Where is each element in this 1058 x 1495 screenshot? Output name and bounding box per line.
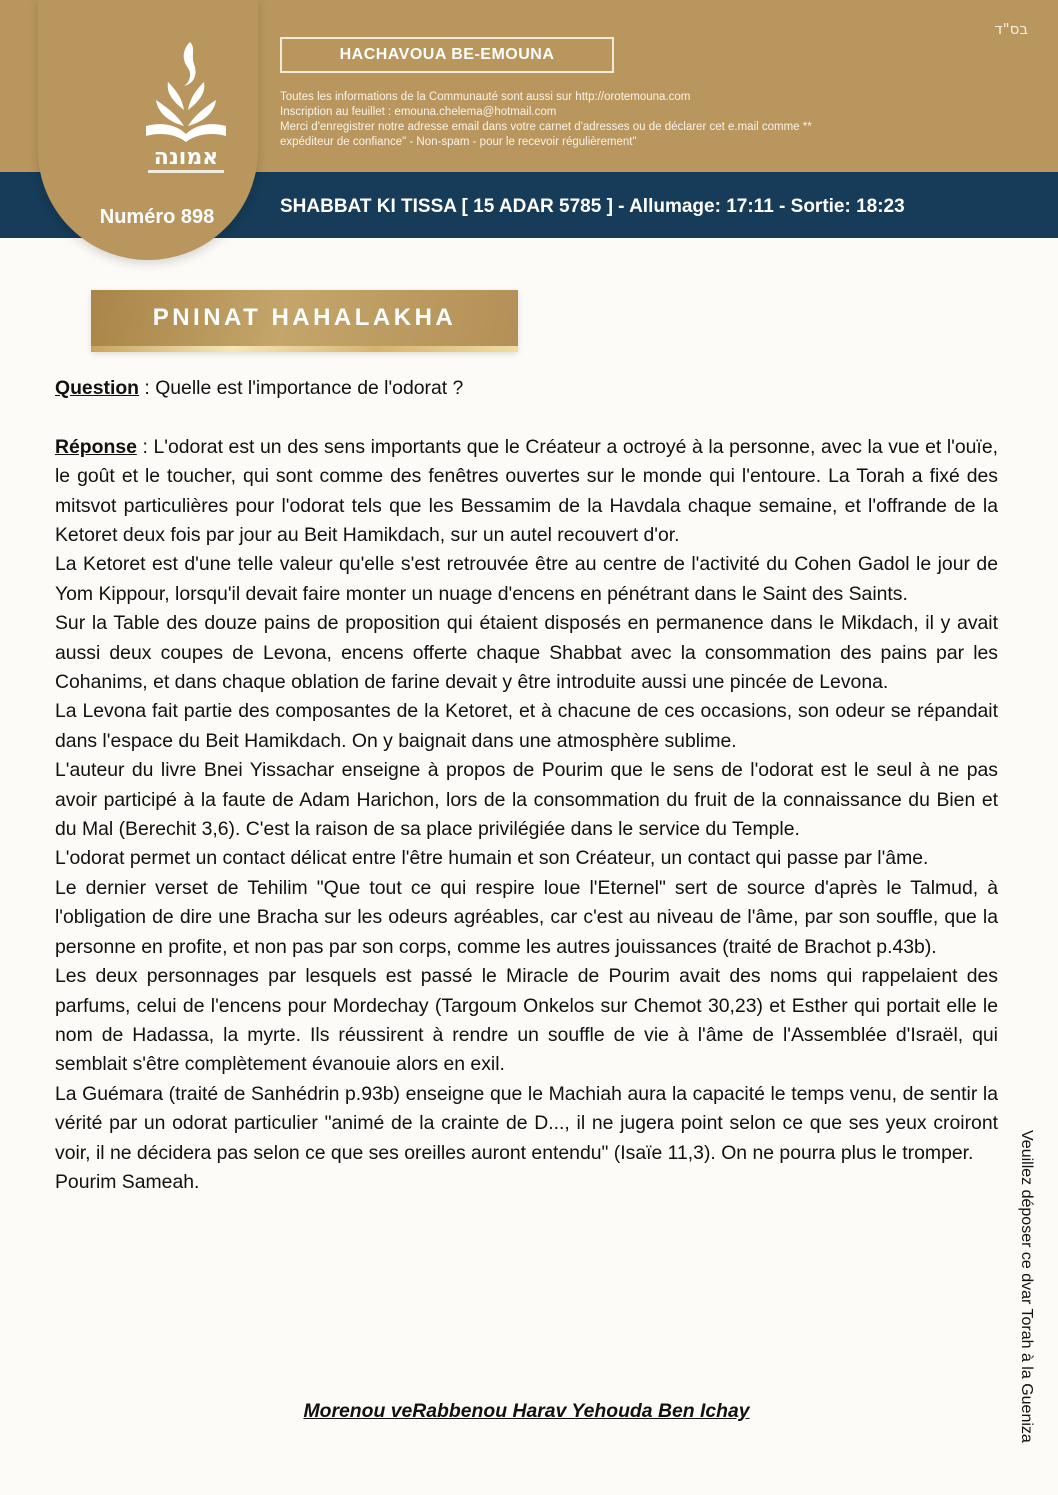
- answer-text: : L'odorat est un des sens importants que le Créateur a octroyé à la personne, avec la vue et l'ouïe, le goût et le toucher, qui sont comme des fenêtres ouvertes sur le monde qui l'entoure. La Torah a fixé des mitsvot particulières pour l'odorat tels que les Bessamim de la Havdala chaque semaine, et l'offrande de la Ketoret deux fois par jour au Beit Hamikdach, sur un autel recouvert d'or.: [55, 435, 998, 547]
- guenizah-note: [1015, 1130, 1041, 1480]
- answer-label: Réponse: [55, 435, 137, 458]
- community-info: [280, 90, 980, 150]
- article-paragraph: Le dernier verset de Tehilim "Que tout ce qui respire loue l'Eternel" sert de source d'après le Talmud, à l'obligation de dire une Bracha sur les odeurs agréables, car c'est au niveau de l'âme, par son souffle, que la personne en profite, et non pas par son corps, comme les autres jouissances (traité de Brachot p.43b).: [55, 876, 998, 958]
- question-paragraph: [55, 374, 998, 403]
- emouna-logo-icon: [138, 38, 234, 178]
- section-title: PNINAT HAHALAKHA: [152, 304, 457, 331]
- logo-text: אמונה: [153, 145, 219, 170]
- issue-number: Numéro 898: [99, 206, 215, 228]
- article-paragraph: Les deux personnages par lesquels est passé le Miracle de Pourim avait des noms qui rappelaient des parfums, celui de l'encens pour Mordechay (Targoum Onkelos sur Chemot 30,23) et Esther qui portait elle le nom de Hadassa, la myrte. Ils réussirent à rendre un souffle de vie à l'âme de l'Assemblée d'Israël, qui semblait s'être complètement évanouie alors en exil.: [55, 965, 998, 1076]
- article-paragraph: Sur la Table des douze pains de proposition qui étaient disposés en permanence dans le Mikdach, il y avait aussi deux coupes de Levona, encens offerte chaque Shabbat avec la consommation des pains par les Cohanims, et dans chaque oblation de farine devait y être introduite aussi une pincée de Levona.: [55, 612, 998, 694]
- article-paragraph: La Levona fait partie des composantes de la Ketoret, et à chacune de ces occasions, son odeur se répandait dans l'espace du Beit Hamikdach. On y baignait dans une atmosphère sublime.: [55, 700, 998, 752]
- masthead-title: HACHAVOUA BE-EMOUNA: [280, 37, 614, 73]
- section-banner: [91, 290, 518, 352]
- besd-mark: בס"ד: [994, 20, 1028, 38]
- question-text: : Quelle est l'importance de l'odorat ?: [139, 377, 464, 399]
- question-label: Question: [55, 377, 140, 399]
- answer-paragraph: [55, 433, 998, 551]
- closing-greeting: Pourim Sameah.: [55, 1170, 200, 1193]
- shabbat-times: SHABBAT KI TISSA [ 15 ADAR 5785 ] - Allumage: 17:11 - Sortie: 18:23: [280, 196, 905, 217]
- info-line-subscription: Inscription au feuillet : emouna.chelema@hotmail.com: [280, 106, 557, 118]
- article-paragraph: La Guémara (traité de Sanhédrin p.93b) enseigne que le Machiah aura la capacité le temps venu, de sentir la vérité par un odorat particulier "animé de la crainte de D..., il ne jugera point selon ce que ses yeux croiront voir, il ne décidera pas selon ce que ses oreilles auront entendu" (Isaïe 11,3). On ne pourra plus le tromper.: [55, 1082, 998, 1164]
- info-line-website: Toutes les informations de la Communauté sont aussi sur http://orotemouna.com: [280, 91, 691, 103]
- article-paragraph: La Ketoret est d'une telle valeur qu'elle s'est retrouvée être au centre de l'activité du Cohen Gadol le jour de Yom Kippour, lorsqu'il devait faire monter un nuage d'encens en pénétrant dans le Saint des Saints.: [55, 553, 998, 605]
- banner-gold-stripe: [91, 346, 518, 352]
- article-body: [55, 374, 998, 1197]
- author-signature: Morenou veRabbenou Harav Yehouda Ben Ichay: [303, 1400, 750, 1422]
- info-line-email-note: Merci d'enregistrer notre adresse email dans votre carnet d'adresses ou de déclarer cet e.mail comme **: [280, 121, 812, 133]
- info-line-email-note-cont: expéditeur de confiance" - Non-spam - pour le recevoir régulièrement": [280, 136, 637, 148]
- guenizah-note-text: Veuillez déposer ce dvar Torah à la Guenizа: [1018, 1130, 1035, 1443]
- article-paragraph: L'odorat permet un contact délicat entre l'être humain et son Créateur, un contact qui passe par l'âme.: [55, 847, 929, 870]
- paragraph-gap: [55, 403, 998, 432]
- article-paragraph: L'auteur du livre Bnei Yissachar enseigne à propos de Pourim que le sens de l'odorat est le seul à ne pas avoir participé à la faute de Adam Harichon, lors de la consommation du fruit de la connaissance du Bien et du Mal (Berechit 3,6). C'est la raison de sa place privilégiée dans le service du Temple.: [55, 759, 998, 841]
